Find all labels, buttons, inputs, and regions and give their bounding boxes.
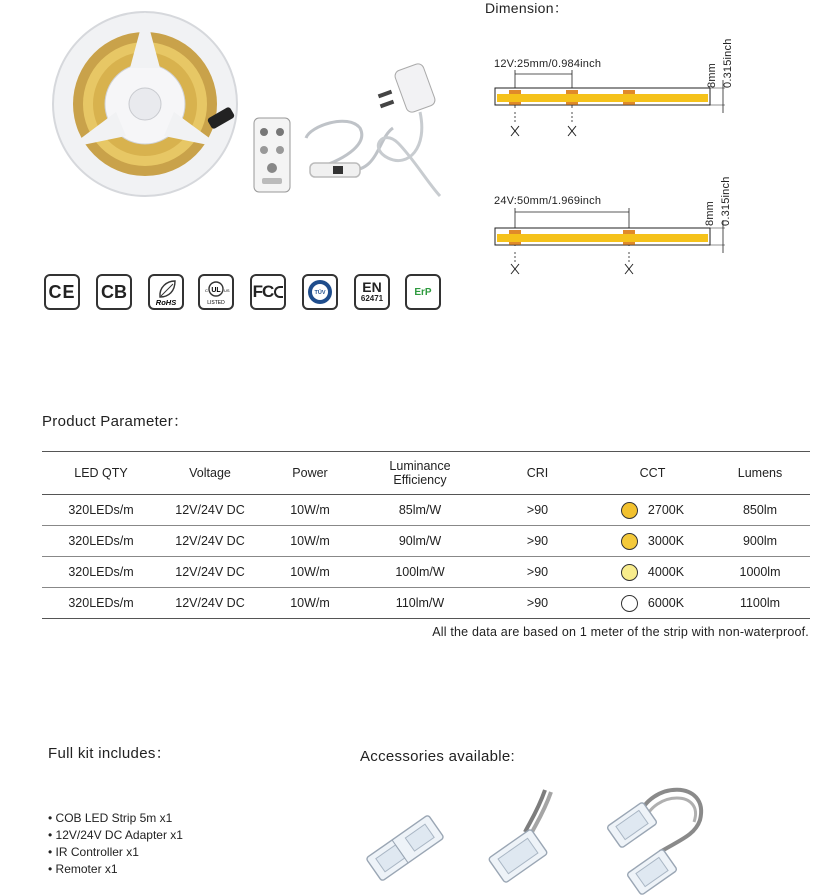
list-item: • 12V/24V DC Adapter x1	[48, 827, 183, 844]
strip-24v-width-inch: 0.315inch	[720, 176, 732, 226]
ce-mark-icon: CE	[44, 274, 80, 310]
parameter-footnote: All the data are based on 1 meter of the strip with non-waterproof.	[432, 625, 809, 639]
cct-color-swatch	[621, 564, 638, 581]
svg-text:LISTED: LISTED	[207, 300, 225, 306]
cell-power: 10W/m	[260, 495, 360, 526]
cell-led-qty: 320LEDs/m	[42, 588, 160, 619]
strip-12v-width-inch: 0.315inch	[722, 38, 734, 88]
strip-24v-pitch-label: 24V:50mm/1.969inch	[494, 195, 602, 207]
full-kit-title: Full kit includes：	[48, 745, 171, 762]
cell-cct: 4000K	[595, 557, 710, 588]
rohs-leaf-icon	[151, 277, 181, 307]
rohs-mark-icon	[148, 274, 184, 310]
col-power: Power	[260, 452, 360, 495]
strip-12v-width-mm: 8mm	[706, 62, 718, 88]
cell-cri: >90	[480, 526, 595, 557]
col-luminance-efficiency: Luminance Efficiency	[360, 452, 480, 495]
strip-to-wire-connector-image	[488, 790, 551, 883]
dimension-title: Dimension：	[485, 0, 569, 16]
cut-mark-icon	[511, 264, 633, 274]
col-led-qty: LED QTY	[42, 452, 160, 495]
cell-power: 10W/m	[260, 557, 360, 588]
strip-to-strip-connector-image	[366, 815, 444, 882]
cell-lumens: 1100lm	[710, 588, 810, 619]
svg-text:TÜV: TÜV	[314, 290, 326, 296]
tuv-mark-icon	[302, 274, 338, 310]
cell-led-qty: 320LEDs/m	[42, 557, 160, 588]
dc-adapter	[378, 62, 440, 196]
cell-voltage: 12V/24V DC	[160, 588, 260, 619]
col-cri: CRI	[480, 452, 595, 495]
table-row	[42, 557, 810, 588]
cell-lumens: 850lm	[710, 495, 810, 526]
strip-12v-pitch-label: 12V:25mm/0.984inch	[494, 58, 602, 70]
col-cct: CCT	[595, 452, 710, 495]
col-voltage: Voltage	[160, 452, 260, 495]
list-item: • Remoter x1	[48, 861, 183, 878]
cut-mark-icon	[511, 126, 576, 136]
cell-led-qty: 320LEDs/m	[42, 526, 160, 557]
strip-24v-width-mm: 8mm	[704, 200, 716, 226]
kit-list	[48, 810, 183, 878]
cell-voltage: 12V/24V DC	[160, 557, 260, 588]
product-parameter-title: Product Parameter：	[42, 413, 189, 430]
svg-text:US: US	[224, 288, 230, 293]
accessories-images	[360, 770, 720, 895]
cell-cct: 6000K	[595, 588, 710, 619]
led-strip-reel	[53, 12, 237, 196]
cell-voltage: 12V/24V DC	[160, 526, 260, 557]
table-row	[42, 588, 810, 619]
cct-color-swatch	[621, 502, 638, 519]
accessories-title: Accessories available:	[360, 748, 516, 765]
cell-efficiency: 100lm/W	[360, 557, 480, 588]
cb-mark-icon: CB	[96, 274, 132, 310]
cell-efficiency: 85lm/W	[360, 495, 480, 526]
product-photo	[48, 8, 448, 218]
cell-voltage: 12V/24V DC	[160, 495, 260, 526]
table-header-row	[42, 452, 810, 495]
cell-power: 10W/m	[260, 588, 360, 619]
svg-text:RoHS: RoHS	[155, 298, 177, 307]
en-62471-mark-icon: EN 62471	[354, 274, 390, 310]
cell-led-qty: 320LEDs/m	[42, 495, 160, 526]
cell-cct: 3000K	[595, 526, 710, 557]
svg-text:UL: UL	[211, 287, 221, 294]
jumper-connector-image	[607, 790, 702, 895]
cell-lumens: 900lm	[710, 526, 810, 557]
cell-cri: >90	[480, 557, 595, 588]
table-row	[42, 495, 810, 526]
cell-lumens: 1000lm	[710, 557, 810, 588]
svg-text:C: C	[205, 288, 208, 293]
list-item: • IR Controller x1	[48, 844, 183, 861]
fcc-mark-icon: FC	[250, 274, 286, 310]
cell-cri: >90	[480, 495, 595, 526]
product-parameter-table	[42, 451, 810, 619]
cct-color-swatch	[621, 595, 638, 612]
ul-listed-icon	[198, 274, 234, 310]
table-row	[42, 526, 810, 557]
cell-power: 10W/m	[260, 526, 360, 557]
list-item: • COB LED Strip 5m x1	[48, 810, 183, 827]
cell-cri: >90	[480, 588, 595, 619]
cell-efficiency: 110lm/W	[360, 588, 480, 619]
cell-efficiency: 90lm/W	[360, 526, 480, 557]
erp-mark-icon: ErP	[405, 274, 441, 310]
cct-color-swatch	[621, 533, 638, 550]
cell-cct: 2700K	[595, 495, 710, 526]
remote-control	[254, 118, 290, 192]
col-lumens: Lumens	[710, 452, 810, 495]
